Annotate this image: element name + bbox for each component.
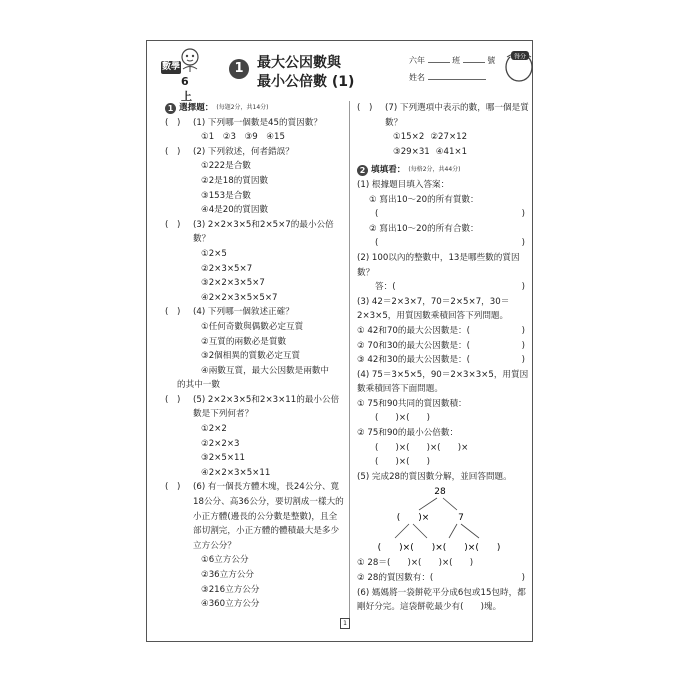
answer-blank-line[interactable]: ( )×( ) [375, 413, 430, 424]
question-2-1-a: ① 寫出10～20的所有質數： [369, 194, 479, 205]
question-option: ①1 ②3 ③9 ④15 [201, 132, 285, 143]
question-1-4 [165, 305, 345, 320]
answer-paren[interactable]: ( ) [165, 482, 181, 493]
section1-points: (每題2分，共14分) [216, 104, 269, 111]
seat-field-label: 號 [487, 56, 496, 65]
question-option: ③2×5×11 [201, 453, 245, 464]
column-divider [349, 101, 350, 621]
factor-tree-lines [357, 484, 529, 556]
question-option: ②2×3×5×7 [201, 263, 253, 274]
question-2-2: (2) 100以內的整數中，13是哪些數的質因數？ [357, 252, 520, 278]
answer-blank-line[interactable]: ② 70和30的最大公因數是：( ) [357, 339, 529, 354]
section2-header [357, 163, 529, 178]
name-field-label: 姓名 [409, 73, 425, 82]
question-option: ①任何奇數與偶數必定互質 [201, 321, 304, 332]
answer-blank-line[interactable]: ① 42和70的最大公因數是：( ) [357, 324, 529, 339]
question-option: ④4是20的質因數 [201, 205, 269, 216]
question-2-6: (6) 媽媽將一袋餅乾平分成6包或15包時，都剛好分完。這袋餅乾最少有( )塊。 [357, 587, 526, 613]
page-title-line1: 最大公因數與 [257, 55, 341, 71]
score-badge-icon [503, 49, 533, 83]
answer-blank-line[interactable]: ( )×( ) [375, 457, 430, 468]
question-1-5 [165, 393, 345, 422]
question-option: ③153是合數 [201, 190, 251, 201]
question-option: ①222是合數 [201, 161, 251, 172]
answer-paren[interactable]: ( ) [165, 146, 181, 157]
question-text: (3) 2×2×3×5和2×5×7的最小公倍數？ [193, 219, 334, 245]
question-option: ②互質的兩數必是質數 [201, 336, 287, 347]
answer-paren[interactable]: ( ) [165, 307, 181, 318]
name-blank[interactable] [428, 71, 486, 80]
question-option: ①2×5 [201, 248, 227, 259]
question-option: ④2×2×3×5×11 [201, 467, 271, 478]
class-blank[interactable] [428, 54, 450, 63]
question-option: ②36立方公分 [201, 570, 255, 580]
answer-blank-line[interactable]: ( )×( )×( )× [375, 442, 469, 453]
question-2-3-b: ② 70和30的最大公因數是：( [357, 340, 471, 351]
question-2-5: (5) 完成28的質因數分解，並回答問題。 [357, 471, 512, 482]
question-1-1 [165, 116, 345, 131]
question-option: ③2×2×3×5×7 [201, 278, 265, 289]
grade-label: 6上 [181, 75, 192, 103]
question-2-3: (3) 42＝2×3×7，70＝2×5×7，30＝2×3×5，用質因數乘積回答下列問題。 [357, 296, 510, 322]
question-text: (6) 有一個長方體木塊，長24公分、寬18公分、高36公分，要切割成一樣大的小正方體(邊長的公分數是整數)，且全部切割完，小正方體的體積最大是多少立方公分？ [193, 482, 344, 551]
question-option: ④兩數互質，最大公因數是兩數中 [201, 365, 330, 376]
answer-blank-line[interactable]: ③ 42和30的最大公因數是：( ) [357, 353, 529, 368]
question-text: (5) 2×2×3×5和2×3×11的最小公倍數是下列何者？ [193, 394, 340, 420]
question-option: ②2×2×3 [201, 438, 240, 449]
tree-mid-right: 7 [458, 513, 464, 524]
monkey-mascot-icon [179, 47, 201, 73]
right-column [357, 101, 529, 615]
question-option: ③216立方公分 [201, 584, 260, 595]
question-options-row [357, 130, 529, 145]
answer-blank-line[interactable]: ② 28的質因數有：( ) [357, 571, 529, 586]
question-option: ①15×2 [393, 132, 425, 143]
question-2-3-a: ① 42和70的最大公因數是：( [357, 325, 471, 336]
question-option: ④41×1 [435, 146, 468, 157]
section1-title: 選擇題： [179, 103, 214, 113]
lesson-number-badge: 1 [229, 59, 249, 79]
class-info-line [409, 54, 495, 66]
answer-blank-line[interactable]: 答：( ) [357, 280, 529, 295]
question-option: ②2是18的質因數 [201, 175, 269, 186]
section2-number: 2 [357, 165, 368, 176]
question-2-1-b: ② 寫出10～20的所有合數： [369, 223, 479, 234]
question-option: ④360立方公分 [201, 599, 260, 610]
section1-number: 1 [165, 103, 176, 114]
tree-root: 28 [434, 487, 446, 498]
question-option: ③29×31 [393, 146, 430, 157]
question-2-4-a: ① 75和90共同的質因數積： [357, 398, 467, 409]
question-option: ③2個相異的質數必定互質 [201, 351, 301, 362]
grade-field-label: 六年 [409, 56, 425, 65]
question-text: (4) 下列哪一個敘述正確？ [193, 307, 294, 318]
factor-tree [357, 484, 529, 556]
question-2-4-b: ② 75和90的最小公倍數： [357, 428, 459, 439]
section2-points: (每格2分，共44分) [408, 166, 461, 174]
question-2-3-c: ③ 42和30的最大公因數是：( [357, 355, 471, 366]
worksheet-page [146, 40, 533, 642]
question-text: (2) 下列敘述，何者錯誤？ [193, 146, 294, 157]
section1-header [165, 101, 345, 116]
question-1-2 [165, 145, 345, 160]
question-text: (7) 下列選項中表示的數，哪一個是質數？ [385, 103, 529, 128]
question-2-5-b: ② 28的質因數有：( [357, 573, 434, 584]
question-1-6 [165, 480, 345, 553]
question-option: ④2×2×3×5×5×7 [201, 292, 278, 303]
answer-blank-line[interactable]: ( ) [375, 238, 525, 249]
page-title-line2: 最小公倍數 (1) [257, 74, 355, 90]
subject-label: 數學 [161, 62, 180, 72]
page-number: 1 [340, 618, 350, 629]
name-info-line [409, 71, 486, 83]
answer-paren[interactable]: ( ) [357, 103, 373, 113]
subject-tag [155, 45, 195, 103]
question-text: (1) 下列哪一個數是45的質因數？ [193, 117, 322, 128]
left-column [165, 101, 345, 612]
answer-paren[interactable]: ( ) [165, 117, 181, 128]
answer-blank-line[interactable]: ( ) [375, 209, 525, 220]
score-label: 得分 [513, 53, 527, 61]
question-options-row [357, 145, 529, 160]
question-2-4: (4) 75＝3×5×5，90＝2×3×3×5，用質因數乘積回答下面問題。 [357, 369, 529, 395]
seat-blank[interactable] [463, 54, 485, 63]
answer-paren[interactable]: ( ) [165, 394, 181, 405]
worksheet-header [147, 41, 532, 103]
question-option: ①6立方公分 [201, 555, 249, 566]
question-2-5-a[interactable]: ① 28＝( )×( )×( ) [357, 558, 474, 569]
section2-title: 填填看： [371, 165, 406, 176]
question-1-7 [357, 101, 529, 130]
answer-paren[interactable]: ( ) [165, 219, 181, 230]
question-2-1: (1) 根據題目填入答案： [357, 179, 450, 190]
question-option: ①2×2 [201, 424, 227, 435]
question-option: ②27×12 [430, 132, 468, 143]
tree-mid-left[interactable]: ( )× [396, 513, 430, 524]
class-field-label: 班 [452, 56, 461, 65]
question-1-3 [165, 218, 345, 247]
tree-bottom[interactable]: ( )×( )×( )×( ) [377, 543, 501, 554]
answer-prefix: 答：( [375, 282, 396, 293]
question-option-continued: 的其中一數 [177, 380, 220, 391]
